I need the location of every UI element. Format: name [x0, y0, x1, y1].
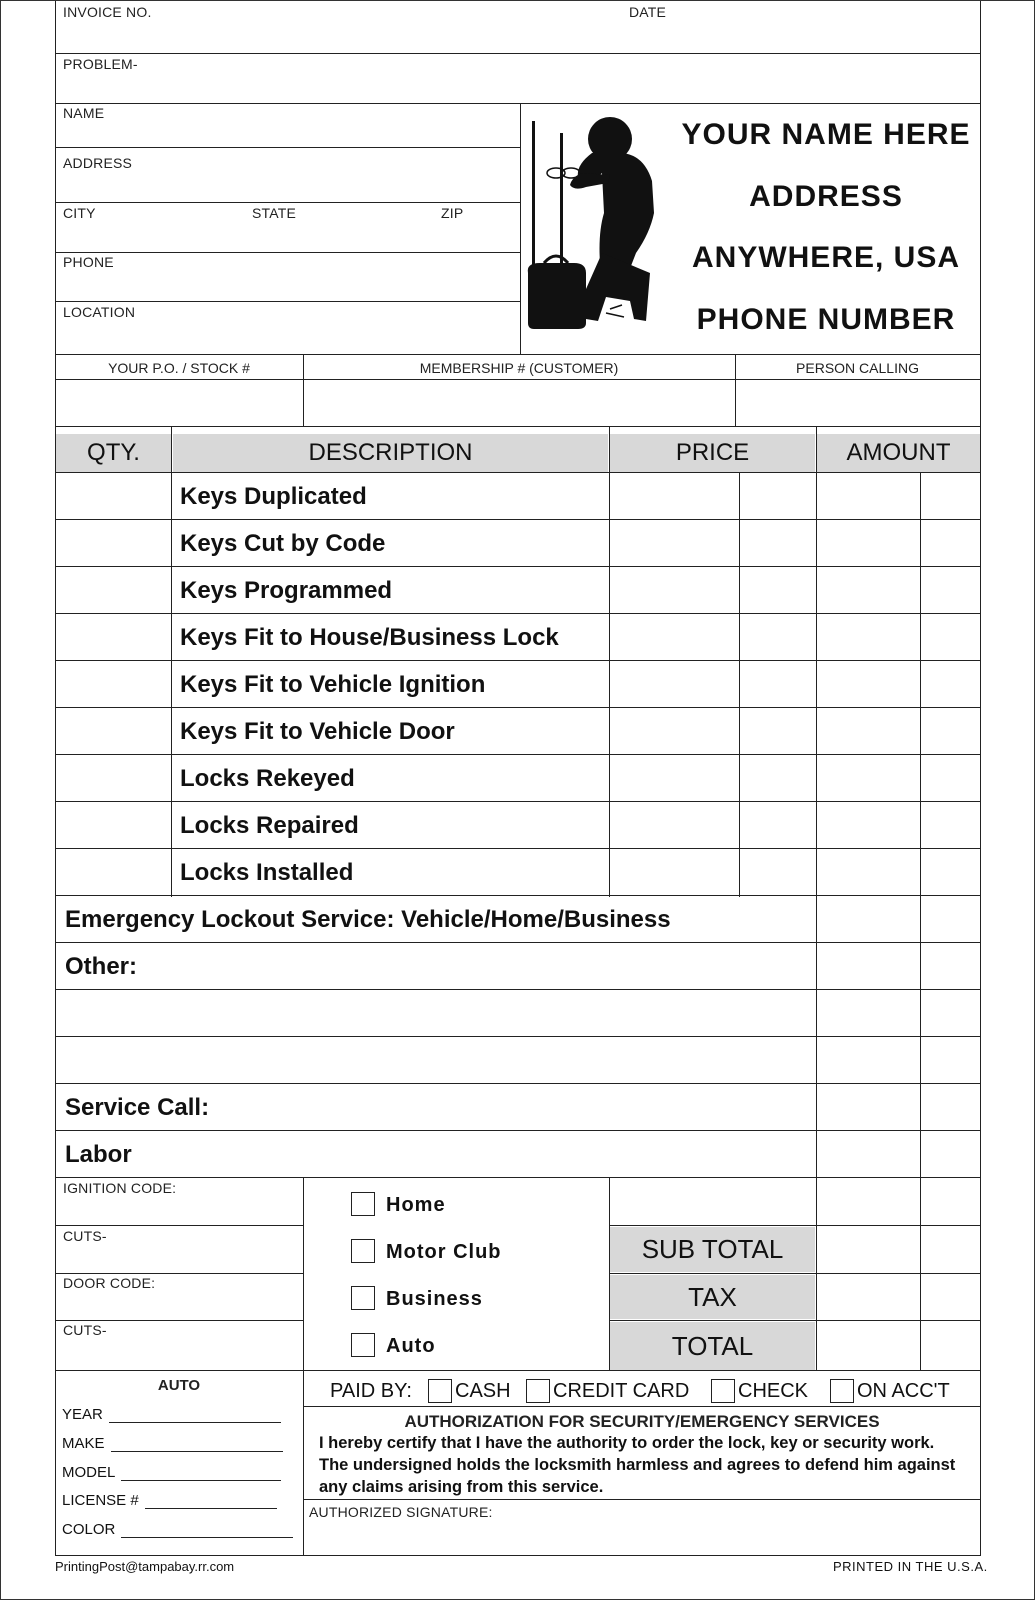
divider	[171, 426, 172, 897]
auto-checkbox[interactable]	[351, 1333, 375, 1357]
divider	[55, 519, 981, 520]
cuts-label-2: CUTS-	[63, 1322, 107, 1338]
form-left-border	[55, 1, 56, 1556]
check-checkbox[interactable]	[711, 1379, 735, 1403]
divider	[920, 472, 921, 1371]
divider	[55, 202, 521, 203]
item-keys-duplicated: Keys Duplicated	[180, 483, 367, 510]
model-label: MODEL	[62, 1464, 116, 1481]
other-row: Other:	[65, 953, 137, 980]
authorization-line-2: The undersigned holds the locksmith harmless and agrees to defend him against	[319, 1456, 956, 1474]
divider	[55, 566, 981, 567]
emergency-lockout-row: Emergency Lockout Service: Vehicle/Home/Business	[65, 906, 671, 933]
footer-printed: PRINTED IN THE U.S.A.	[833, 1559, 988, 1574]
subtotal-label: SUB TOTAL	[610, 1227, 815, 1272]
item-locks-installed: Locks Installed	[180, 859, 354, 886]
divider	[55, 53, 981, 54]
credit-card-label: CREDIT CARD	[553, 1380, 690, 1402]
problem-label: PROBLEM-	[63, 56, 138, 72]
motor-club-label: Motor Club	[386, 1241, 502, 1263]
signature-area[interactable]	[305, 1521, 979, 1554]
divider	[55, 989, 981, 990]
divider	[55, 1177, 981, 1178]
authorization-title: AUTHORIZATION FOR SECURITY/EMERGENCY SERVICES	[404, 1412, 880, 1431]
cuts-label-1: CUTS-	[63, 1228, 107, 1244]
business-checkbox[interactable]	[351, 1286, 375, 1310]
auto-label: Auto	[386, 1335, 436, 1357]
divider	[55, 660, 981, 661]
item-locks-rekeyed: Locks Rekeyed	[180, 765, 355, 792]
year-label: YEAR	[62, 1406, 103, 1423]
locksmith-silhouette-icon	[526, 113, 676, 353]
item-keys-fit-house: Keys Fit to House/Business Lock	[180, 624, 559, 651]
form-bottom-border	[55, 1555, 981, 1556]
license-label: LICENSE #	[62, 1492, 139, 1509]
item-keys-programmed: Keys Programmed	[180, 577, 393, 604]
divider	[55, 707, 981, 708]
divider	[303, 1499, 981, 1500]
divider	[55, 1036, 981, 1037]
license-field[interactable]	[62, 1492, 277, 1509]
total-label: TOTAL	[610, 1322, 815, 1370]
divider	[55, 895, 981, 896]
divider	[609, 1225, 981, 1226]
business-name: YOUR NAME HERE	[681, 118, 971, 151]
tax-label: TAX	[610, 1275, 815, 1319]
description-header: DESCRIPTION	[173, 434, 608, 472]
divider	[55, 472, 981, 473]
divider	[55, 103, 981, 104]
make-label: MAKE	[62, 1435, 105, 1452]
person-calling-label: PERSON CALLING	[796, 360, 919, 376]
membership-label: MEMBERSHIP # (CUSTOMER)	[419, 360, 619, 376]
city-label: CITY	[63, 205, 96, 221]
cash-label: CASH	[455, 1380, 511, 1402]
divider	[609, 426, 610, 897]
check-label: CHECK	[738, 1380, 809, 1402]
divider	[55, 1320, 304, 1321]
on-account-label: ON ACC'T	[857, 1380, 950, 1402]
location-label: LOCATION	[63, 304, 136, 320]
invoice-no-label: INVOICE NO.	[63, 4, 152, 20]
door-code-label: DOOR CODE:	[63, 1275, 156, 1291]
business-city: ANYWHERE, USA	[691, 241, 960, 274]
business-label: Business	[386, 1288, 483, 1310]
divider	[55, 379, 981, 380]
divider	[55, 754, 981, 755]
item-keys-fit-ignition: Keys Fit to Vehicle Ignition	[180, 671, 486, 698]
divider	[55, 942, 981, 943]
color-field[interactable]	[62, 1521, 293, 1538]
business-address: ADDRESS	[749, 180, 903, 213]
divider	[55, 147, 521, 148]
divider	[55, 801, 981, 802]
name-label: NAME	[63, 105, 105, 121]
item-locks-repaired: Locks Repaired	[180, 812, 359, 839]
divider	[55, 613, 981, 614]
year-field[interactable]	[62, 1406, 281, 1423]
divider	[55, 1225, 304, 1226]
divider	[55, 354, 981, 355]
authorization-line-3: any claims arising from this service.	[319, 1478, 604, 1496]
divider	[55, 426, 981, 427]
on-account-checkbox[interactable]	[830, 1379, 854, 1403]
divider	[55, 252, 521, 253]
divider	[739, 472, 740, 897]
divider	[609, 1273, 981, 1274]
make-field[interactable]	[62, 1435, 283, 1452]
phone-label: PHONE	[63, 254, 114, 270]
model-field[interactable]	[62, 1464, 281, 1481]
auto-title: AUTO	[157, 1377, 201, 1394]
authorized-signature-label: AUTHORIZED SIGNATURE:	[309, 1504, 493, 1520]
color-label: COLOR	[62, 1521, 116, 1538]
po-stock-label: YOUR P.O. / STOCK #	[108, 360, 250, 376]
divider	[55, 1370, 981, 1371]
item-keys-fit-door: Keys Fit to Vehicle Door	[180, 718, 455, 745]
qty-header: QTY.	[56, 434, 171, 472]
amount-header: AMOUNT	[817, 434, 980, 472]
divider	[816, 426, 817, 1371]
divider	[55, 1083, 981, 1084]
divider	[520, 103, 521, 355]
date-label: DATE	[629, 4, 667, 20]
state-label: STATE	[252, 205, 297, 221]
address-label: ADDRESS	[63, 155, 133, 171]
divider	[55, 301, 521, 302]
item-keys-cut-by-code: Keys Cut by Code	[180, 530, 386, 557]
home-checkbox[interactable]	[351, 1192, 375, 1216]
divider	[55, 1273, 304, 1274]
divider	[55, 1130, 981, 1131]
divider	[609, 1320, 981, 1321]
business-phone: PHONE NUMBER	[696, 303, 956, 336]
divider	[303, 1406, 981, 1407]
ignition-code-label: IGNITION CODE:	[63, 1180, 177, 1196]
form-right-border	[980, 1, 981, 1556]
zip-label: ZIP	[441, 205, 464, 221]
home-label: Home	[386, 1194, 446, 1216]
motor-club-checkbox[interactable]	[351, 1239, 375, 1263]
labor-row: Labor	[65, 1141, 132, 1168]
footer-email: PrintingPost@tampabay.rr.com	[55, 1559, 235, 1574]
service-call-row: Service Call:	[65, 1094, 210, 1121]
divider	[55, 848, 981, 849]
credit-card-checkbox[interactable]	[526, 1379, 550, 1403]
authorization-line-1: I hereby certify that I have the authority to order the lock, key or security work.	[319, 1434, 935, 1452]
paid-by-label: PAID BY:	[330, 1380, 412, 1402]
cash-checkbox[interactable]	[428, 1379, 452, 1403]
price-header: PRICE	[610, 434, 815, 472]
